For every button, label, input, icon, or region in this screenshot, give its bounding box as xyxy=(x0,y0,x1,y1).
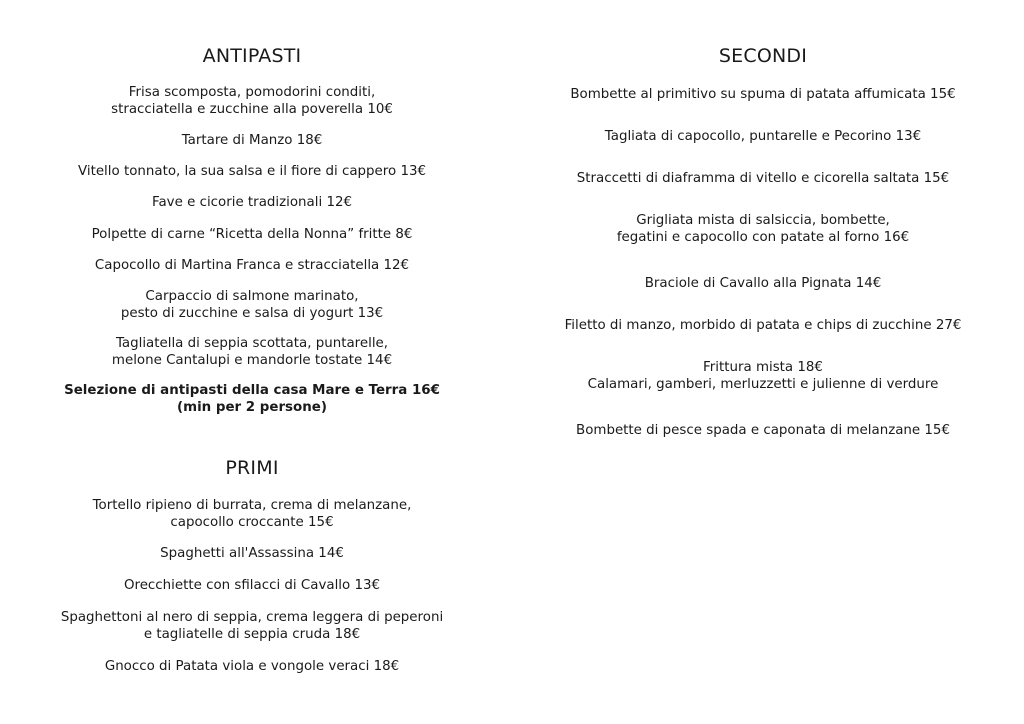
primi-item-gnocco: Gnocco di Patata viola e vongole veraci 18€ xyxy=(104,659,400,674)
antipasti-item-frisa: Frisa scomposta, pomodorini conditi, stracciatella e zucchine alla poverella 10€ xyxy=(111,85,393,117)
primi-item-tortello: Tortello ripieno di burrata, crema di melanzane, capocollo croccante 15€ xyxy=(92,498,412,530)
secondi-item-bombette-pesce: Bombette di pesce spada e caponata di melanzane 15€ xyxy=(576,423,950,438)
secondi-item-tagliata: Tagliata di capocollo, puntarelle e Pecorino 13€ xyxy=(604,129,922,144)
primi-item-spaghettoni: Spaghettoni al nero di seppia, crema leggera di peperoni e tagliatelle di seppia cruda 18€ xyxy=(60,610,444,642)
antipasti-item-fave: Fave e cicorie tradizionali 12€ xyxy=(151,195,353,210)
secondi-item-bombette-primitivo: Bombette al primitivo su spuma di patata affumicata 15€ xyxy=(570,87,956,102)
antipasti-item-carpaccio: Carpaccio di salmone marinato, pesto di zucchine e salsa di yogurt 13€ xyxy=(120,289,384,321)
antipasti-item-tagliatella: Tagliatella di seppia scottata, puntarelle, melone Cantalupi e mandorle tostate 14€ xyxy=(111,336,393,368)
primi-item-orecchiette: Orecchiette con sfilacci di Cavallo 13€ xyxy=(123,578,381,593)
secondi-item-braciole: Braciole di Cavallo alla Pignata 14€ xyxy=(644,276,882,291)
antipasti-item-selezione: Selezione di antipasti della casa Mare e Terra 16€ (min per 2 persone) xyxy=(64,383,440,415)
secondi-item-grigliata: Grigliata mista di salsiccia, bombette, fegatini e capocollo con patate al forno 16€ xyxy=(616,213,910,245)
antipasti-heading: ANTIPASTI xyxy=(202,45,302,67)
antipasti-item-vitello: Vitello tonnato, la sua salsa e il fiore di cappero 13€ xyxy=(77,164,427,179)
primi-item-spaghetti: Spaghetti all'Assassina 14€ xyxy=(160,546,344,561)
antipasti-item-tartare: Tartare di Manzo 18€ xyxy=(181,133,323,148)
antipasti-item-capocollo: Capocollo di Martina Franca e stracciatella 12€ xyxy=(94,258,410,273)
secondi-item-straccetti: Straccetti di diaframma di vitello e cicorella saltata 15€ xyxy=(576,171,950,186)
antipasti-item-polpette: Polpette di carne “Ricetta della Nonna” fritte 8€ xyxy=(91,227,413,242)
primi-heading: PRIMI xyxy=(225,457,279,479)
secondi-heading: SECONDI xyxy=(718,45,808,67)
secondi-item-frittura: Frittura mista 18€ Calamari, gamberi, merluzzetti e julienne di verdure xyxy=(587,360,939,392)
secondi-item-filetto: Filetto di manzo, morbido di patata e chips di zucchine 27€ xyxy=(564,318,962,333)
